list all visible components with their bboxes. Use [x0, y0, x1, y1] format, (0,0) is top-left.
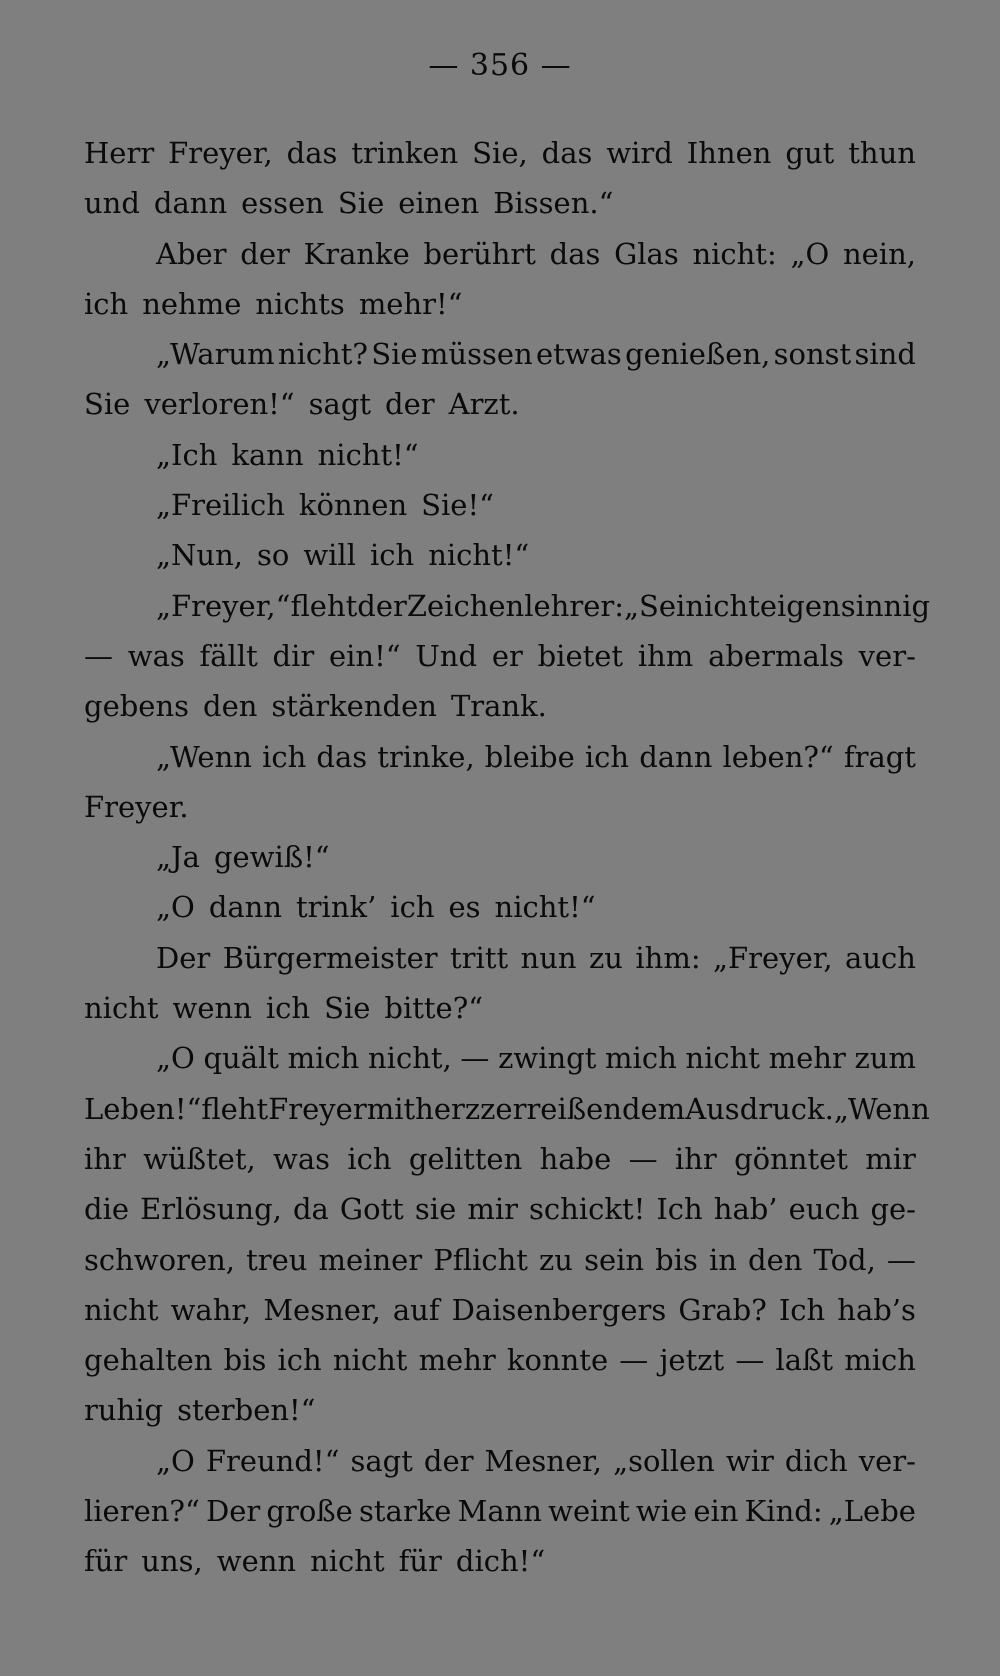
text-line	[84, 933, 916, 983]
word: mir	[467, 1192, 518, 1227]
word: eigensinnig	[759, 588, 931, 623]
word: Herr	[84, 136, 155, 170]
word: bleibe	[484, 739, 575, 774]
word: in	[708, 1242, 737, 1277]
text-line	[84, 1536, 916, 1586]
word: ich	[584, 739, 630, 774]
word: „Freyer,“	[156, 588, 291, 623]
word: Trank.	[450, 689, 547, 724]
word: ein	[693, 1494, 739, 1529]
word: einen	[398, 186, 480, 221]
word: auf	[392, 1292, 440, 1327]
word: verloren!“	[144, 387, 295, 422]
word: habe	[539, 1141, 612, 1176]
word: sind	[854, 337, 916, 372]
word: nicht:	[692, 236, 777, 271]
word: Mesner,	[484, 1443, 603, 1478]
text-line	[84, 1134, 916, 1184]
word: nicht	[84, 1292, 159, 1327]
text-line	[84, 430, 916, 480]
word: berührt	[423, 236, 536, 271]
word: Freyer	[268, 1091, 367, 1126]
word: wenn	[172, 991, 252, 1026]
word: thun	[848, 136, 916, 170]
word: kann	[231, 437, 304, 472]
word: fleht	[201, 1091, 269, 1126]
word: leben?“	[722, 739, 834, 774]
word: —	[628, 1141, 658, 1176]
text-line	[84, 1285, 916, 1335]
word: starke	[359, 1494, 452, 1529]
body-text	[84, 128, 931, 1587]
word: Sie!“	[421, 488, 494, 523]
word: was	[127, 638, 185, 673]
word: Tod,	[813, 1242, 876, 1277]
word: bietet	[537, 638, 624, 673]
word: wir	[725, 1443, 774, 1478]
word: dich	[784, 1443, 848, 1478]
word: bis	[655, 1242, 698, 1277]
word: gelitten	[408, 1141, 523, 1176]
word: abermals	[708, 638, 844, 673]
word: dich!“	[455, 1544, 546, 1579]
word: —	[886, 1242, 916, 1277]
word: nichts	[255, 286, 345, 321]
word: wahr,	[170, 1292, 252, 1327]
word: „Warum	[156, 337, 275, 372]
word: ein!“	[329, 638, 401, 673]
word: Ausdruck.	[685, 1091, 834, 1126]
word: „O	[156, 1443, 195, 1478]
word: „Ich	[156, 437, 218, 472]
word: Bissen.“	[493, 186, 614, 221]
word: ruhig	[84, 1393, 164, 1428]
word: —	[460, 1041, 490, 1076]
word: mich	[844, 1343, 916, 1378]
word: schickt!	[529, 1192, 646, 1227]
word: wüßtet,	[143, 1141, 256, 1176]
word: Bürgermeister	[222, 940, 438, 975]
word: das	[549, 236, 601, 271]
word: trinke,	[377, 739, 475, 774]
word: nicht!“	[317, 437, 419, 472]
word: Ich	[778, 1292, 826, 1327]
word: Aber	[156, 236, 227, 271]
word: Ihnen	[686, 136, 772, 170]
word: dir	[272, 638, 315, 673]
word: Freyer,	[168, 136, 273, 170]
word: Glas	[614, 236, 679, 271]
word: ge-	[870, 1192, 916, 1227]
word: quält	[203, 1041, 279, 1076]
word: Leben!“	[84, 1091, 202, 1126]
word: ihm:	[635, 940, 701, 975]
word: der	[240, 236, 290, 271]
text-line	[84, 983, 916, 1033]
word: „sollen	[613, 1443, 715, 1478]
word: Erlösung,	[140, 1192, 282, 1227]
word: jetzt	[659, 1343, 725, 1378]
word: mich	[287, 1041, 360, 1076]
word: nun	[520, 940, 577, 975]
word: gut	[785, 136, 835, 170]
text-line	[84, 782, 916, 832]
word: „Lebe	[828, 1494, 916, 1529]
word: Arzt.	[448, 387, 520, 422]
word: genießen,	[625, 337, 771, 372]
word: ver-	[858, 1443, 916, 1478]
word: auch	[845, 940, 916, 975]
text-line	[84, 832, 916, 882]
word: —	[619, 1343, 649, 1378]
word: Mann	[457, 1494, 542, 1529]
word: sagt	[350, 1443, 413, 1478]
text-line	[84, 882, 916, 932]
word: etwas	[535, 337, 622, 372]
word: mir	[865, 1141, 916, 1176]
word: gebens	[84, 689, 190, 724]
word: Pflicht	[433, 1242, 528, 1277]
word: fällt	[199, 638, 258, 673]
word: laßt	[775, 1343, 834, 1378]
word: mehr!“	[358, 286, 463, 321]
word: gehalten	[84, 1343, 213, 1378]
word: sonst	[773, 337, 852, 372]
word: er	[491, 638, 523, 673]
word: treu	[246, 1242, 308, 1277]
word: Freund!“	[205, 1443, 340, 1478]
text-line	[84, 1436, 916, 1486]
word: uns,	[141, 1544, 203, 1579]
word: Sie	[337, 186, 385, 221]
word: will	[303, 538, 356, 573]
word: den	[203, 689, 258, 724]
word: dann	[208, 890, 283, 925]
word: mehr	[768, 1041, 846, 1076]
text-line	[84, 480, 916, 530]
word: „Freyer,	[713, 940, 833, 975]
word: so	[256, 538, 290, 573]
word: trink’	[296, 890, 377, 925]
text-line	[84, 1235, 916, 1285]
word: Sie	[324, 991, 371, 1026]
word: Daisenbergers	[451, 1292, 667, 1327]
word: bitte?“	[384, 991, 484, 1026]
text-line	[84, 530, 916, 580]
page-number: — 356 —	[428, 48, 572, 83]
word: nehme	[142, 286, 242, 321]
word: Grab?	[678, 1292, 767, 1327]
word: Kranke	[303, 236, 410, 271]
word: Freyer.	[84, 789, 189, 824]
word: nicht?	[277, 337, 368, 372]
text-line	[84, 1486, 916, 1536]
word: —	[84, 638, 113, 673]
word: nicht!“	[494, 890, 596, 925]
word: das	[286, 136, 338, 170]
word: Zeichenlehrer:	[406, 588, 624, 623]
word: nicht	[310, 1544, 385, 1579]
word: trinken	[351, 136, 459, 170]
word: Sie	[371, 337, 418, 372]
text-line	[84, 229, 916, 279]
word: ich	[84, 286, 129, 321]
word: der	[357, 588, 407, 623]
text-line	[84, 1184, 916, 1234]
text-line	[84, 1385, 916, 1435]
text-line	[84, 732, 916, 782]
word: „Ja	[156, 840, 200, 875]
word: zum	[854, 1041, 916, 1076]
word: ich	[262, 739, 307, 774]
word: nicht	[84, 991, 159, 1026]
word: bis	[223, 1343, 267, 1378]
word: Und	[415, 638, 478, 673]
word: nicht	[685, 1041, 760, 1076]
word: mit	[366, 1091, 416, 1126]
word: Ich	[656, 1192, 703, 1227]
word: zu	[539, 1242, 573, 1277]
word: ihr	[674, 1141, 717, 1176]
word: es	[448, 890, 481, 925]
word: mehr	[418, 1343, 496, 1378]
word: ich	[277, 1343, 322, 1378]
text-line	[84, 128, 916, 178]
word: den	[748, 1242, 803, 1277]
word: Der	[156, 940, 211, 975]
word: ich	[390, 890, 435, 925]
word: sterben!“	[177, 1393, 316, 1428]
word: wenn	[216, 1544, 297, 1579]
word: „Sei	[624, 588, 686, 623]
word: weint	[548, 1494, 630, 1529]
word: Mesner,	[263, 1292, 381, 1327]
word: euch	[788, 1192, 860, 1227]
word: der	[385, 387, 435, 422]
word: „O	[156, 890, 195, 925]
word: ich	[265, 991, 311, 1026]
word: stärkenden	[271, 689, 437, 724]
word: „Nun,	[156, 538, 243, 573]
word: „Freilich	[156, 488, 285, 523]
word: meiner	[318, 1242, 423, 1277]
word: nicht	[685, 588, 760, 623]
word: ihr	[84, 1141, 126, 1176]
word: und	[84, 186, 140, 221]
word: „Wenn	[833, 1091, 930, 1126]
word: für	[84, 1544, 128, 1579]
text-line	[84, 329, 916, 379]
word: zwingt	[498, 1041, 597, 1076]
word: hab’s	[837, 1292, 916, 1327]
word: ich	[369, 538, 415, 573]
word: das	[316, 739, 368, 774]
text-line	[84, 1335, 916, 1385]
word: hab’	[713, 1192, 778, 1227]
word: nicht,	[368, 1041, 452, 1076]
word: nicht!“	[428, 538, 530, 573]
word: ich	[347, 1141, 392, 1176]
word: der	[423, 1443, 474, 1478]
word: nein,	[842, 236, 916, 271]
word: für	[398, 1544, 442, 1579]
word: dann	[639, 739, 713, 774]
word: fleht	[290, 588, 358, 623]
word: sie	[414, 1192, 457, 1227]
word: „O	[156, 1041, 195, 1076]
word: das	[541, 136, 593, 170]
text-line	[84, 178, 916, 228]
word: können	[298, 488, 408, 523]
word: Gott	[339, 1192, 404, 1227]
word: Sie	[84, 387, 131, 422]
word: Der	[205, 1494, 261, 1529]
word: sagt	[308, 387, 372, 422]
word: „Wenn	[156, 739, 252, 774]
word: essen	[241, 186, 324, 221]
text-line	[84, 279, 916, 329]
text-line	[84, 1084, 930, 1134]
word: dann	[153, 186, 228, 221]
word: mich	[605, 1041, 677, 1076]
word: konnte	[506, 1343, 609, 1378]
text-line	[84, 681, 916, 731]
word: Kind:	[744, 1494, 823, 1529]
word: „O	[790, 236, 830, 271]
word: ver-	[858, 638, 916, 673]
word: zu	[589, 940, 623, 975]
word: gewiß!“	[213, 840, 330, 875]
word: tritt	[450, 940, 509, 975]
text-line	[84, 379, 916, 429]
text-line	[84, 1033, 916, 1083]
word: lieren?“	[84, 1494, 200, 1529]
word: fragt	[843, 739, 916, 774]
word: herzzerreißendem	[415, 1091, 686, 1126]
word: —	[735, 1343, 765, 1378]
word: nicht	[332, 1343, 408, 1378]
word: wird	[606, 136, 673, 170]
word: müssen	[420, 337, 533, 372]
text-line	[84, 631, 916, 681]
word: was	[273, 1141, 331, 1176]
word: Sie,	[472, 136, 528, 170]
word: schworen,	[84, 1242, 236, 1277]
word: gönntet	[734, 1141, 848, 1176]
word: da	[292, 1192, 329, 1227]
word: ihm	[637, 638, 694, 673]
word: wie	[635, 1494, 688, 1529]
word: sein	[584, 1242, 645, 1277]
word: die	[84, 1192, 130, 1227]
text-line	[84, 581, 931, 631]
word: große	[266, 1494, 353, 1529]
